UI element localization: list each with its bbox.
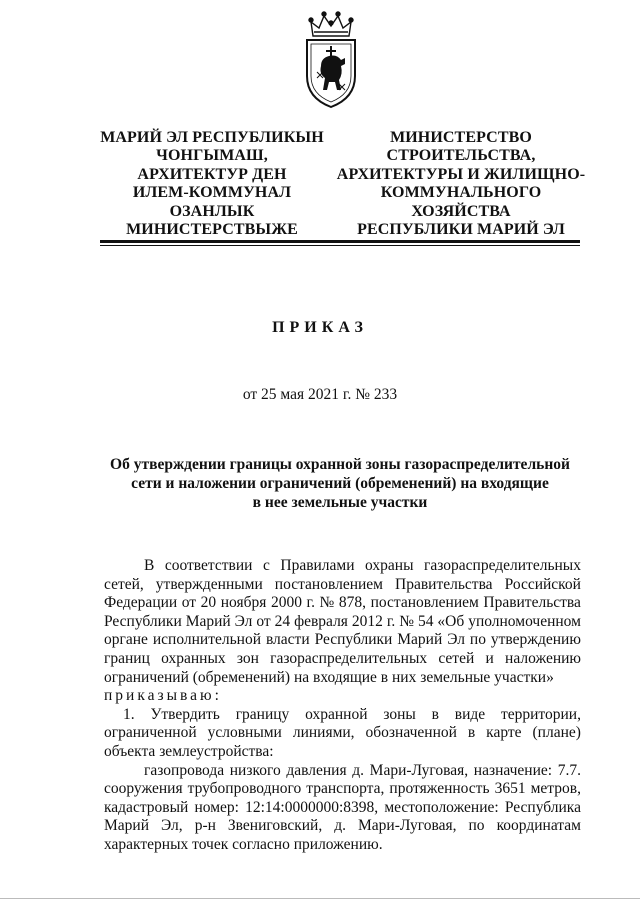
body-line [104, 706, 581, 725]
word: низкого [229, 761, 281, 779]
word: Республика [504, 798, 581, 816]
word: метров, [530, 780, 581, 798]
body-line [104, 762, 581, 781]
word: карте [486, 724, 522, 742]
word: и [485, 649, 494, 667]
word: Звениговский, [227, 817, 323, 835]
word: власти [265, 631, 310, 649]
header-mari-column [98, 129, 326, 239]
document-title: ПРИКАЗ [272, 319, 368, 336]
word: Марий [185, 612, 231, 630]
word: номер: [194, 798, 239, 816]
word: Республики [104, 612, 182, 630]
word: утвержденными [155, 575, 263, 593]
word: газораспределительных [270, 649, 428, 667]
word: д. [334, 817, 346, 835]
word: (плане) [532, 724, 581, 742]
word: Российской [504, 575, 581, 593]
scan-edge-line [0, 898, 640, 899]
word: границу [235, 705, 290, 723]
body-line [104, 817, 581, 836]
header-left-line: МАРИЙ ЭЛ РЕСПУБЛИКЫН [100, 129, 324, 146]
word: «Об [437, 612, 465, 630]
word: Эл [234, 612, 253, 630]
word: сооружения [104, 780, 183, 798]
word: 2000 [270, 594, 302, 612]
body-line [104, 780, 581, 799]
header-divider-thick [100, 240, 580, 243]
word: Правительства [483, 594, 581, 612]
subject-line: сети и наложении ограничений (обременений) на входящие [131, 475, 549, 492]
word: территории, [500, 705, 581, 723]
header-left-line: ОЗАНЛЫК [169, 202, 255, 220]
word: соответствии [164, 557, 253, 574]
word: 1. [123, 705, 135, 723]
word: д. [352, 761, 364, 779]
word: Правительства [395, 575, 493, 593]
word: координатам [496, 817, 581, 835]
body-line [104, 576, 581, 595]
word: г. [386, 612, 396, 630]
word: Республики [314, 631, 393, 649]
body-line: объекта землеустройства: [104, 742, 274, 760]
word: 12:14:0000000:8398, [245, 798, 379, 816]
word: трубопроводного [187, 780, 302, 798]
header-right-line: МИНИСТЕРСТВО [390, 129, 532, 146]
word: виде [454, 705, 486, 723]
word: № [399, 612, 415, 630]
word: уполномоченном [468, 612, 581, 630]
word: постановлением [274, 575, 383, 593]
header-russian-column [336, 129, 586, 239]
word: по [469, 631, 486, 649]
word: Марий [104, 817, 150, 835]
subject-line: Об утверждении границы охранной зоны газораспределительной [110, 456, 570, 473]
word: постановлением [370, 594, 479, 612]
word: Марий [397, 631, 443, 649]
word: 878, [338, 594, 367, 612]
header-left-line: ЧОНГЫМАШ, [156, 147, 268, 165]
header-left-line: ИЛЕМ-КОММУНАЛ [132, 184, 292, 202]
header-right-line: КОММУНАЛЬНОГО [380, 184, 542, 202]
word: Правилами [280, 557, 355, 574]
word: газопровода [144, 761, 225, 779]
word: условными [207, 724, 282, 742]
word: Федерации [104, 594, 178, 612]
document-subject [100, 455, 580, 512]
word: утверждению [490, 631, 581, 649]
body-line [104, 594, 581, 613]
word: исполнительной [152, 631, 261, 649]
word: в [431, 705, 439, 723]
crown-icon [309, 12, 353, 36]
body-line: характерных точек согласно приложению. [104, 835, 383, 853]
header-right-line: СТРОИТЕЛЬСТВА, [386, 147, 536, 165]
header-left-line: АРХИТЕКТУР ДЕН [137, 165, 287, 183]
word: 7.7. [557, 761, 581, 779]
body-line [104, 613, 581, 632]
word: обозначенной [365, 724, 457, 742]
word: Мари-Луговая, [358, 817, 457, 835]
word: линиями, [292, 724, 355, 742]
body-line [104, 557, 581, 576]
word: местоположение: [384, 798, 499, 816]
word: 20 [200, 594, 217, 612]
word: давления [286, 761, 347, 779]
word: органе [104, 631, 148, 649]
word: с [262, 557, 270, 574]
document-body [104, 557, 581, 855]
word: Утвердить [150, 705, 220, 723]
order-word: приказываю: [104, 687, 222, 705]
word: зон [236, 649, 259, 667]
header-right-line: АРХИТЕКТУРЫ И ЖИЛИЩНО- [336, 165, 586, 183]
word: зоны [383, 705, 416, 723]
body-line [104, 799, 581, 818]
word: газораспределительных [424, 557, 581, 574]
word: Эл [447, 631, 465, 649]
word: р-н [194, 817, 216, 835]
word: в [467, 724, 476, 742]
word: 2012 [351, 612, 383, 630]
header-left-line: МИНИСТЕРСТВЫЖЕ [126, 221, 298, 239]
word: охранных [161, 649, 226, 667]
word: охраны [365, 557, 414, 574]
word: г. [306, 594, 315, 612]
word: протяженность [389, 780, 490, 798]
word: 3651 [494, 780, 526, 798]
word: от [256, 612, 271, 630]
word: от [181, 594, 197, 612]
word: границ [104, 649, 150, 667]
word: 24 [274, 612, 291, 630]
body-line [104, 650, 581, 669]
header-right-line: ХОЗЯЙСТВА [411, 202, 511, 220]
word: 54 [417, 612, 434, 630]
word: по [468, 817, 485, 835]
word: № [319, 594, 335, 612]
word: Мари-Луговая, [369, 761, 469, 779]
word: В [144, 557, 155, 574]
header-right-line: РЕСПУБЛИКИ МАРИЙ ЭЛ [357, 221, 565, 239]
word: сетей [438, 649, 475, 667]
word: ноября [220, 594, 267, 612]
body-line: ограничений (обременений) на входящие в них земельные участки» [104, 668, 554, 686]
word: Эл, [161, 817, 183, 835]
subject-line: в нее земельные участки [252, 494, 428, 511]
document-date-number: от 25 мая 2021 г. № 233 [242, 386, 398, 403]
body-line [104, 724, 581, 743]
word: транспорта, [306, 780, 385, 798]
word: кадастровый [104, 798, 189, 816]
body-line [104, 631, 581, 650]
word: охранной [305, 705, 368, 723]
word: назначение: [473, 761, 553, 779]
word: февраля [294, 612, 348, 630]
coat-of-arms-emblem [299, 6, 363, 110]
header-divider-thin [100, 245, 580, 246]
word: сетей, [104, 575, 144, 593]
word: ограниченной [104, 724, 197, 742]
word: наложению [505, 649, 581, 667]
